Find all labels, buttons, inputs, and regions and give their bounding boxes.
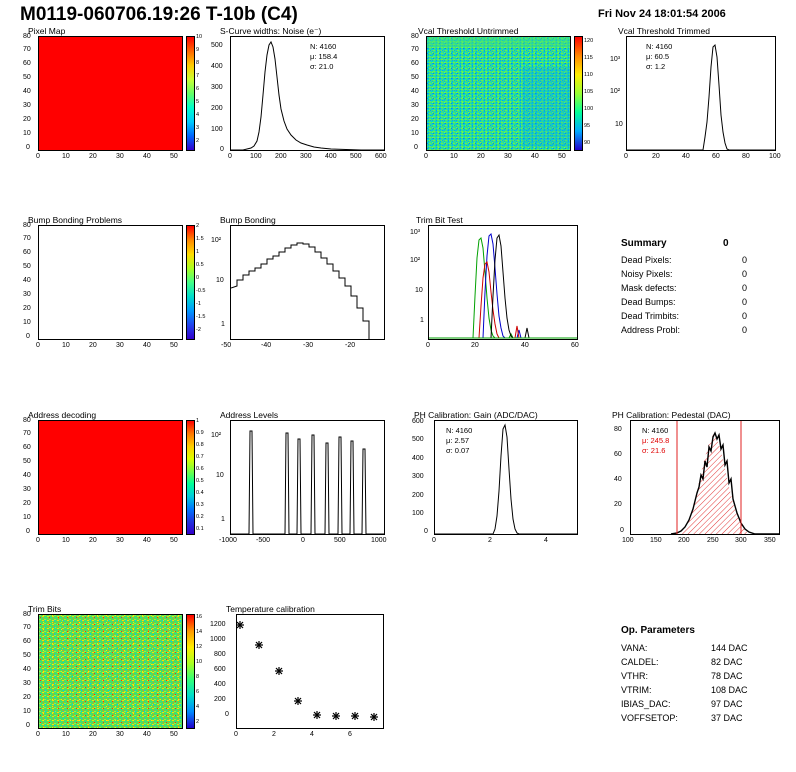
chart-title: Address decoding — [28, 410, 97, 420]
stat-n: N: 4160 — [446, 426, 473, 435]
op-parameter-value: 82 DAC — [711, 657, 743, 667]
panel-address-levels — [206, 410, 396, 542]
y-tick: 0 — [225, 711, 229, 718]
y-tick: 500 — [412, 436, 424, 443]
plot-frame — [38, 420, 183, 535]
op-parameter-value: 144 DAC — [711, 643, 748, 653]
y-tick: 20 — [614, 501, 622, 508]
x-tick: 20 — [477, 153, 485, 160]
y-tick: 400 — [211, 63, 223, 70]
y-tick: 10 — [23, 514, 31, 521]
x-tick: 100 — [769, 153, 781, 160]
x-tick: 0 — [301, 537, 305, 544]
panel-pixel-map — [18, 26, 203, 160]
y-tick: 0 — [26, 333, 30, 340]
y-tick: 40 — [614, 476, 622, 483]
colorbar-label: 0.8 — [196, 442, 204, 448]
y-tick: 200 — [214, 696, 226, 703]
y-tick: 0 — [424, 528, 428, 535]
y-tick: 500 — [211, 42, 223, 49]
chart-title: Bump Bonding — [220, 215, 276, 225]
colorbar-label: 2 — [196, 719, 200, 725]
colorbar-label: 0.5 — [196, 262, 204, 268]
colorbar-label: -1.5 — [196, 314, 206, 320]
colorbar — [574, 36, 583, 151]
x-tick: 0 — [234, 731, 238, 738]
stat-sigma: σ: 21.6 — [642, 446, 666, 455]
y-tick: 1000 — [210, 636, 226, 643]
y-tick: 40 — [23, 666, 31, 673]
y-tick: 10 — [411, 130, 419, 137]
colorbar-label: 105 — [584, 89, 594, 95]
colorbar-label: 10 — [196, 659, 203, 665]
panel-vcal-threshold-trimmed — [604, 26, 784, 158]
stat-mu: μ: 245.8 — [642, 436, 670, 445]
colorbar-label: 8 — [196, 674, 200, 680]
y-tick: 30 — [23, 291, 31, 298]
y-tick: 300 — [211, 84, 223, 91]
x-tick: 100 — [622, 537, 634, 544]
summary-label: Dead Bumps: — [621, 297, 676, 307]
plot-frame — [426, 36, 571, 151]
stats-box — [446, 426, 472, 456]
x-tick: 30 — [116, 537, 124, 544]
colorbar-label: -2 — [196, 327, 201, 333]
y-tick: 20 — [23, 305, 31, 312]
y-tick: 10³ — [610, 56, 621, 63]
y-tick: 20 — [23, 500, 31, 507]
panel-trim-bits — [18, 604, 203, 738]
y-tick: 0 — [414, 144, 418, 151]
x-tick: 10 — [62, 342, 70, 349]
summary-label: Mask defects: — [621, 283, 677, 293]
y-tick: 10 — [216, 277, 224, 284]
x-tick: -40 — [261, 342, 272, 349]
y-tick: 1 — [221, 321, 225, 328]
chart-title: Temperature calibration — [226, 604, 315, 614]
x-tick: 0 — [228, 153, 232, 160]
panel-ph-calibration-pedestal — [604, 410, 790, 542]
y-tick: 80 — [614, 426, 622, 433]
op-parameter-label: IBIAS_DAC: — [621, 699, 671, 709]
y-tick: 70 — [23, 235, 31, 242]
panel-address-decoding — [18, 410, 204, 544]
op-parameter-value: 97 DAC — [711, 699, 743, 709]
plot-frame — [428, 225, 578, 340]
colorbar-label: 2 — [196, 138, 200, 144]
chart-title: Vcal Threshold Untrimmed — [418, 26, 519, 36]
y-tick: 80 — [23, 417, 31, 424]
y-tick: 50 — [23, 263, 31, 270]
plot-frame — [38, 614, 183, 729]
panel-scurve-widths — [206, 26, 396, 158]
stat-mu: μ: 158.4 — [310, 52, 338, 61]
colorbar-label: 0.1 — [196, 526, 204, 532]
op-parameter-label: VANA: — [621, 643, 648, 653]
x-tick: 0 — [424, 153, 428, 160]
x-tick: 100 — [250, 153, 262, 160]
colorbar-label: 12 — [196, 644, 203, 650]
colorbar-label: 8 — [196, 60, 200, 66]
y-tick: 60 — [23, 249, 31, 256]
x-tick: 4 — [310, 731, 314, 738]
summary-row-value: 0 — [742, 283, 748, 293]
x-tick: 20 — [89, 537, 97, 544]
chart-title: Trim Bits — [28, 604, 62, 614]
y-tick: 80 — [23, 33, 31, 40]
y-tick: 600 — [214, 666, 226, 673]
y-tick: 400 — [412, 455, 424, 462]
summary-label: Address Probl: — [621, 325, 681, 335]
panel-temperature-calibration — [206, 604, 396, 736]
y-tick: 10 — [23, 319, 31, 326]
summary-row-value: 0 — [742, 325, 748, 335]
colorbar-label: 9 — [196, 47, 200, 53]
x-tick: -1000 — [219, 537, 237, 544]
x-tick: 80 — [742, 153, 750, 160]
plot-frame — [230, 420, 385, 535]
colorbar-label: 0 — [196, 275, 200, 281]
y-tick: 600 — [412, 418, 424, 425]
y-tick: 10² — [211, 432, 222, 439]
colorbar-label: -1 — [196, 301, 201, 307]
colorbar-label: 5 — [196, 99, 200, 105]
y-tick: 70 — [23, 624, 31, 631]
colorbar — [186, 225, 195, 340]
colorbar-label: 115 — [584, 55, 593, 61]
x-tick: 2 — [272, 731, 276, 738]
colorbar — [186, 614, 195, 729]
x-tick: -500 — [256, 537, 271, 544]
colorbar-label: 0.9 — [196, 430, 204, 436]
y-tick: 0 — [26, 144, 30, 151]
op-parameter-label: VTRIM: — [621, 685, 652, 695]
y-tick: 70 — [23, 46, 31, 53]
colorbar-label: 0.3 — [196, 502, 204, 508]
colorbar-label: 2 — [196, 223, 200, 229]
y-tick: 60 — [23, 638, 31, 645]
y-tick: 10² — [211, 237, 222, 244]
y-tick: 30 — [411, 102, 419, 109]
colorbar-label: 100 — [584, 106, 594, 112]
scurve-curve — [231, 37, 384, 150]
y-tick: 30 — [23, 680, 31, 687]
x-tick: 20 — [89, 731, 97, 738]
colorbar-label: 16 — [196, 614, 203, 620]
x-tick: 60 — [571, 342, 579, 349]
y-tick: 70 — [411, 46, 419, 53]
x-tick: 0 — [426, 342, 430, 349]
y-tick: 50 — [411, 74, 419, 81]
colorbar-label: 0.6 — [196, 466, 204, 472]
stat-sigma: σ: 0.07 — [446, 446, 470, 455]
y-tick: 0 — [620, 527, 624, 534]
y-tick: 40 — [23, 277, 31, 284]
x-tick: 300 — [300, 153, 312, 160]
colorbar-label: 95 — [584, 123, 591, 129]
panel-ph-calibration-gain — [406, 410, 588, 542]
stat-n: N: 4160 — [642, 426, 669, 435]
chart-title: PH Calibration: Gain (ADC/DAC) — [414, 410, 538, 420]
colorbar-label: 0.4 — [196, 490, 204, 496]
op-parameters-title: Op. Parameters — [621, 625, 695, 636]
colorbar-label: 10 — [196, 34, 203, 40]
y-tick: 10³ — [410, 229, 421, 236]
y-tick: 70 — [23, 430, 31, 437]
colorbar — [186, 36, 195, 151]
op-parameter-label: VTHR: — [621, 671, 648, 681]
chart-title: PH Calibration: Pedestal (DAC) — [612, 410, 731, 420]
trim-bit-curves — [429, 226, 577, 339]
x-tick: 30 — [116, 342, 124, 349]
y-tick: 60 — [411, 60, 419, 67]
y-tick: 50 — [23, 652, 31, 659]
panel-vcal-threshold-untrimmed — [406, 26, 594, 160]
x-tick: 50 — [558, 153, 566, 160]
stat-sigma: σ: 1.2 — [646, 62, 666, 71]
colorbar-label: 0.5 — [196, 478, 204, 484]
x-tick: 350 — [764, 537, 776, 544]
colorbar-label: 110 — [584, 72, 593, 78]
y-tick: 0 — [26, 528, 30, 535]
colorbar-label: 120 — [584, 38, 594, 44]
y-tick: 80 — [23, 222, 31, 229]
x-tick: 10 — [62, 153, 70, 160]
y-tick: 1 — [221, 516, 225, 523]
y-tick: 60 — [614, 451, 622, 458]
y-tick: 80 — [411, 33, 419, 40]
chart-title: S-Curve widths: Noise (e⁻) — [220, 26, 322, 36]
y-tick: 200 — [211, 105, 223, 112]
colorbar-label: 1 — [196, 249, 200, 255]
chart-title: Pixel Map — [28, 26, 66, 36]
y-tick: 100 — [211, 126, 223, 133]
plot-frame — [38, 36, 183, 151]
plot-frame — [230, 36, 385, 151]
x-tick: 2 — [488, 537, 492, 544]
x-tick: 50 — [170, 537, 178, 544]
y-tick: 800 — [214, 651, 226, 658]
colorbar-label: 0.7 — [196, 454, 204, 460]
summary-label: Dead Trimbits: — [621, 311, 680, 321]
stat-mu: μ: 2.57 — [446, 436, 470, 445]
y-tick: 80 — [23, 611, 31, 618]
x-tick: 250 — [707, 537, 719, 544]
x-tick: 40 — [682, 153, 690, 160]
x-tick: 0 — [36, 153, 40, 160]
colorbar-label: 4 — [196, 704, 200, 710]
summary-row-value: 0 — [742, 255, 748, 265]
summary-value: 0 — [723, 238, 729, 249]
page-title: M0119-060706.19:26 T-10b (C4) — [20, 4, 298, 25]
panel-trim-bit-test — [406, 215, 588, 347]
op-parameter-value: 108 DAC — [711, 685, 748, 695]
stat-n: N: 4160 — [310, 42, 337, 51]
x-tick: 0 — [36, 537, 40, 544]
x-tick: 40 — [143, 731, 151, 738]
summary-row-value: 0 — [742, 269, 748, 279]
heatmap-noise — [427, 37, 570, 150]
date-stamp: Fri Nov 24 18:01:54 2006 — [598, 8, 726, 20]
y-tick: 1200 — [210, 621, 226, 628]
y-tick: 1 — [420, 317, 424, 324]
x-tick: 10 — [62, 537, 70, 544]
y-tick: 20 — [411, 116, 419, 123]
plot-frame — [230, 225, 385, 340]
x-tick: -50 — [221, 342, 232, 349]
x-tick: 20 — [652, 153, 660, 160]
y-tick: 10² — [410, 257, 421, 264]
x-tick: 30 — [116, 731, 124, 738]
colorbar-label: 1.5 — [196, 236, 204, 242]
colorbar-label: 4 — [196, 112, 200, 118]
colorbar-label: -0.5 — [196, 288, 206, 294]
x-tick: 40 — [143, 342, 151, 349]
op-parameter-label: VOFFSETOP: — [621, 713, 678, 723]
x-tick: 40 — [521, 342, 529, 349]
plot-frame — [38, 225, 183, 340]
summary-row-value: 0 — [742, 311, 748, 321]
y-tick: 50 — [23, 74, 31, 81]
y-tick: 400 — [214, 681, 226, 688]
chart-title: Trim Bit Test — [416, 215, 463, 225]
summary-title: Summary — [621, 238, 667, 249]
colorbar-label: 0.2 — [196, 514, 204, 520]
chart-title: Vcal Threshold Trimmed — [618, 26, 710, 36]
x-tick: 20 — [471, 342, 479, 349]
x-tick: 200 — [678, 537, 690, 544]
bump-bonding-curve — [231, 226, 384, 339]
y-tick: 40 — [411, 88, 419, 95]
x-tick: 40 — [143, 537, 151, 544]
y-tick: 10 — [23, 130, 31, 137]
colorbar-label: 7 — [196, 73, 200, 79]
x-tick: 150 — [650, 537, 662, 544]
colorbar-label: 14 — [196, 629, 203, 635]
op-parameter-value: 37 DAC — [711, 713, 743, 723]
colorbar-label: 6 — [196, 86, 200, 92]
y-tick: 10² — [610, 88, 621, 95]
y-tick: 60 — [23, 444, 31, 451]
y-tick: 10 — [216, 472, 224, 479]
stat-n: N: 4160 — [646, 42, 673, 51]
x-tick: 200 — [275, 153, 287, 160]
address-levels-curve — [231, 421, 384, 534]
y-tick: 10 — [615, 121, 623, 128]
x-tick: 30 — [116, 153, 124, 160]
colorbar-label: 90 — [584, 140, 591, 146]
chart-title: Bump Bonding Problems — [28, 215, 123, 225]
colorbar — [186, 420, 195, 535]
chart-title: Address Levels — [220, 410, 279, 420]
x-tick: 40 — [531, 153, 539, 160]
y-tick: 300 — [412, 473, 424, 480]
colorbar-label: 1 — [196, 418, 200, 424]
x-tick: 0 — [432, 537, 436, 544]
x-tick: 0 — [624, 153, 628, 160]
x-tick: 500 — [350, 153, 362, 160]
op-parameter-value: 78 DAC — [711, 671, 743, 681]
y-tick: 0 — [220, 146, 224, 153]
plot-frame — [236, 614, 384, 729]
stat-mu: μ: 60.5 — [646, 52, 670, 61]
x-tick: 20 — [89, 342, 97, 349]
x-tick: 500 — [334, 537, 346, 544]
x-tick: 0 — [36, 731, 40, 738]
y-tick: 60 — [23, 60, 31, 67]
stats-box — [646, 42, 672, 72]
y-tick: 30 — [23, 486, 31, 493]
y-tick: 10 — [23, 708, 31, 715]
x-tick: 1000 — [371, 537, 387, 544]
x-tick: 30 — [504, 153, 512, 160]
y-tick: 10 — [415, 287, 423, 294]
x-tick: 10 — [62, 731, 70, 738]
y-tick: 40 — [23, 472, 31, 479]
summary-label: Noisy Pixels: — [621, 269, 673, 279]
x-tick: 10 — [450, 153, 458, 160]
y-tick: 40 — [23, 88, 31, 95]
summary-label: Dead Pixels: — [621, 255, 672, 265]
y-tick: 30 — [23, 102, 31, 109]
y-tick: 100 — [412, 510, 424, 517]
x-tick: -30 — [303, 342, 314, 349]
colorbar-label: 6 — [196, 689, 200, 695]
y-tick: 20 — [23, 694, 31, 701]
x-tick: 50 — [170, 731, 178, 738]
panel-bump-bonding-problems — [18, 215, 206, 349]
y-tick: 20 — [23, 116, 31, 123]
x-tick: 20 — [89, 153, 97, 160]
x-tick: 50 — [170, 153, 178, 160]
stat-sigma: σ: 21.0 — [310, 62, 334, 71]
stats-box — [310, 42, 337, 72]
temperature-points — [237, 615, 383, 728]
stats-box — [642, 426, 669, 456]
x-tick: 4 — [544, 537, 548, 544]
op-parameter-label: CALDEL: — [621, 657, 659, 667]
x-tick: 300 — [735, 537, 747, 544]
x-tick: 6 — [348, 731, 352, 738]
x-tick: 600 — [375, 153, 387, 160]
x-tick: 400 — [325, 153, 337, 160]
x-tick: 50 — [170, 342, 178, 349]
heatmap-trimbits — [39, 615, 182, 728]
colorbar-label: 3 — [196, 125, 200, 131]
panel-bump-bonding — [206, 215, 396, 347]
x-tick: 0 — [36, 342, 40, 349]
x-tick: 60 — [712, 153, 720, 160]
y-tick: 200 — [412, 492, 424, 499]
y-tick: 0 — [26, 722, 30, 729]
x-tick: -20 — [345, 342, 356, 349]
summary-row-value: 0 — [742, 297, 748, 307]
y-tick: 50 — [23, 458, 31, 465]
x-tick: 40 — [143, 153, 151, 160]
